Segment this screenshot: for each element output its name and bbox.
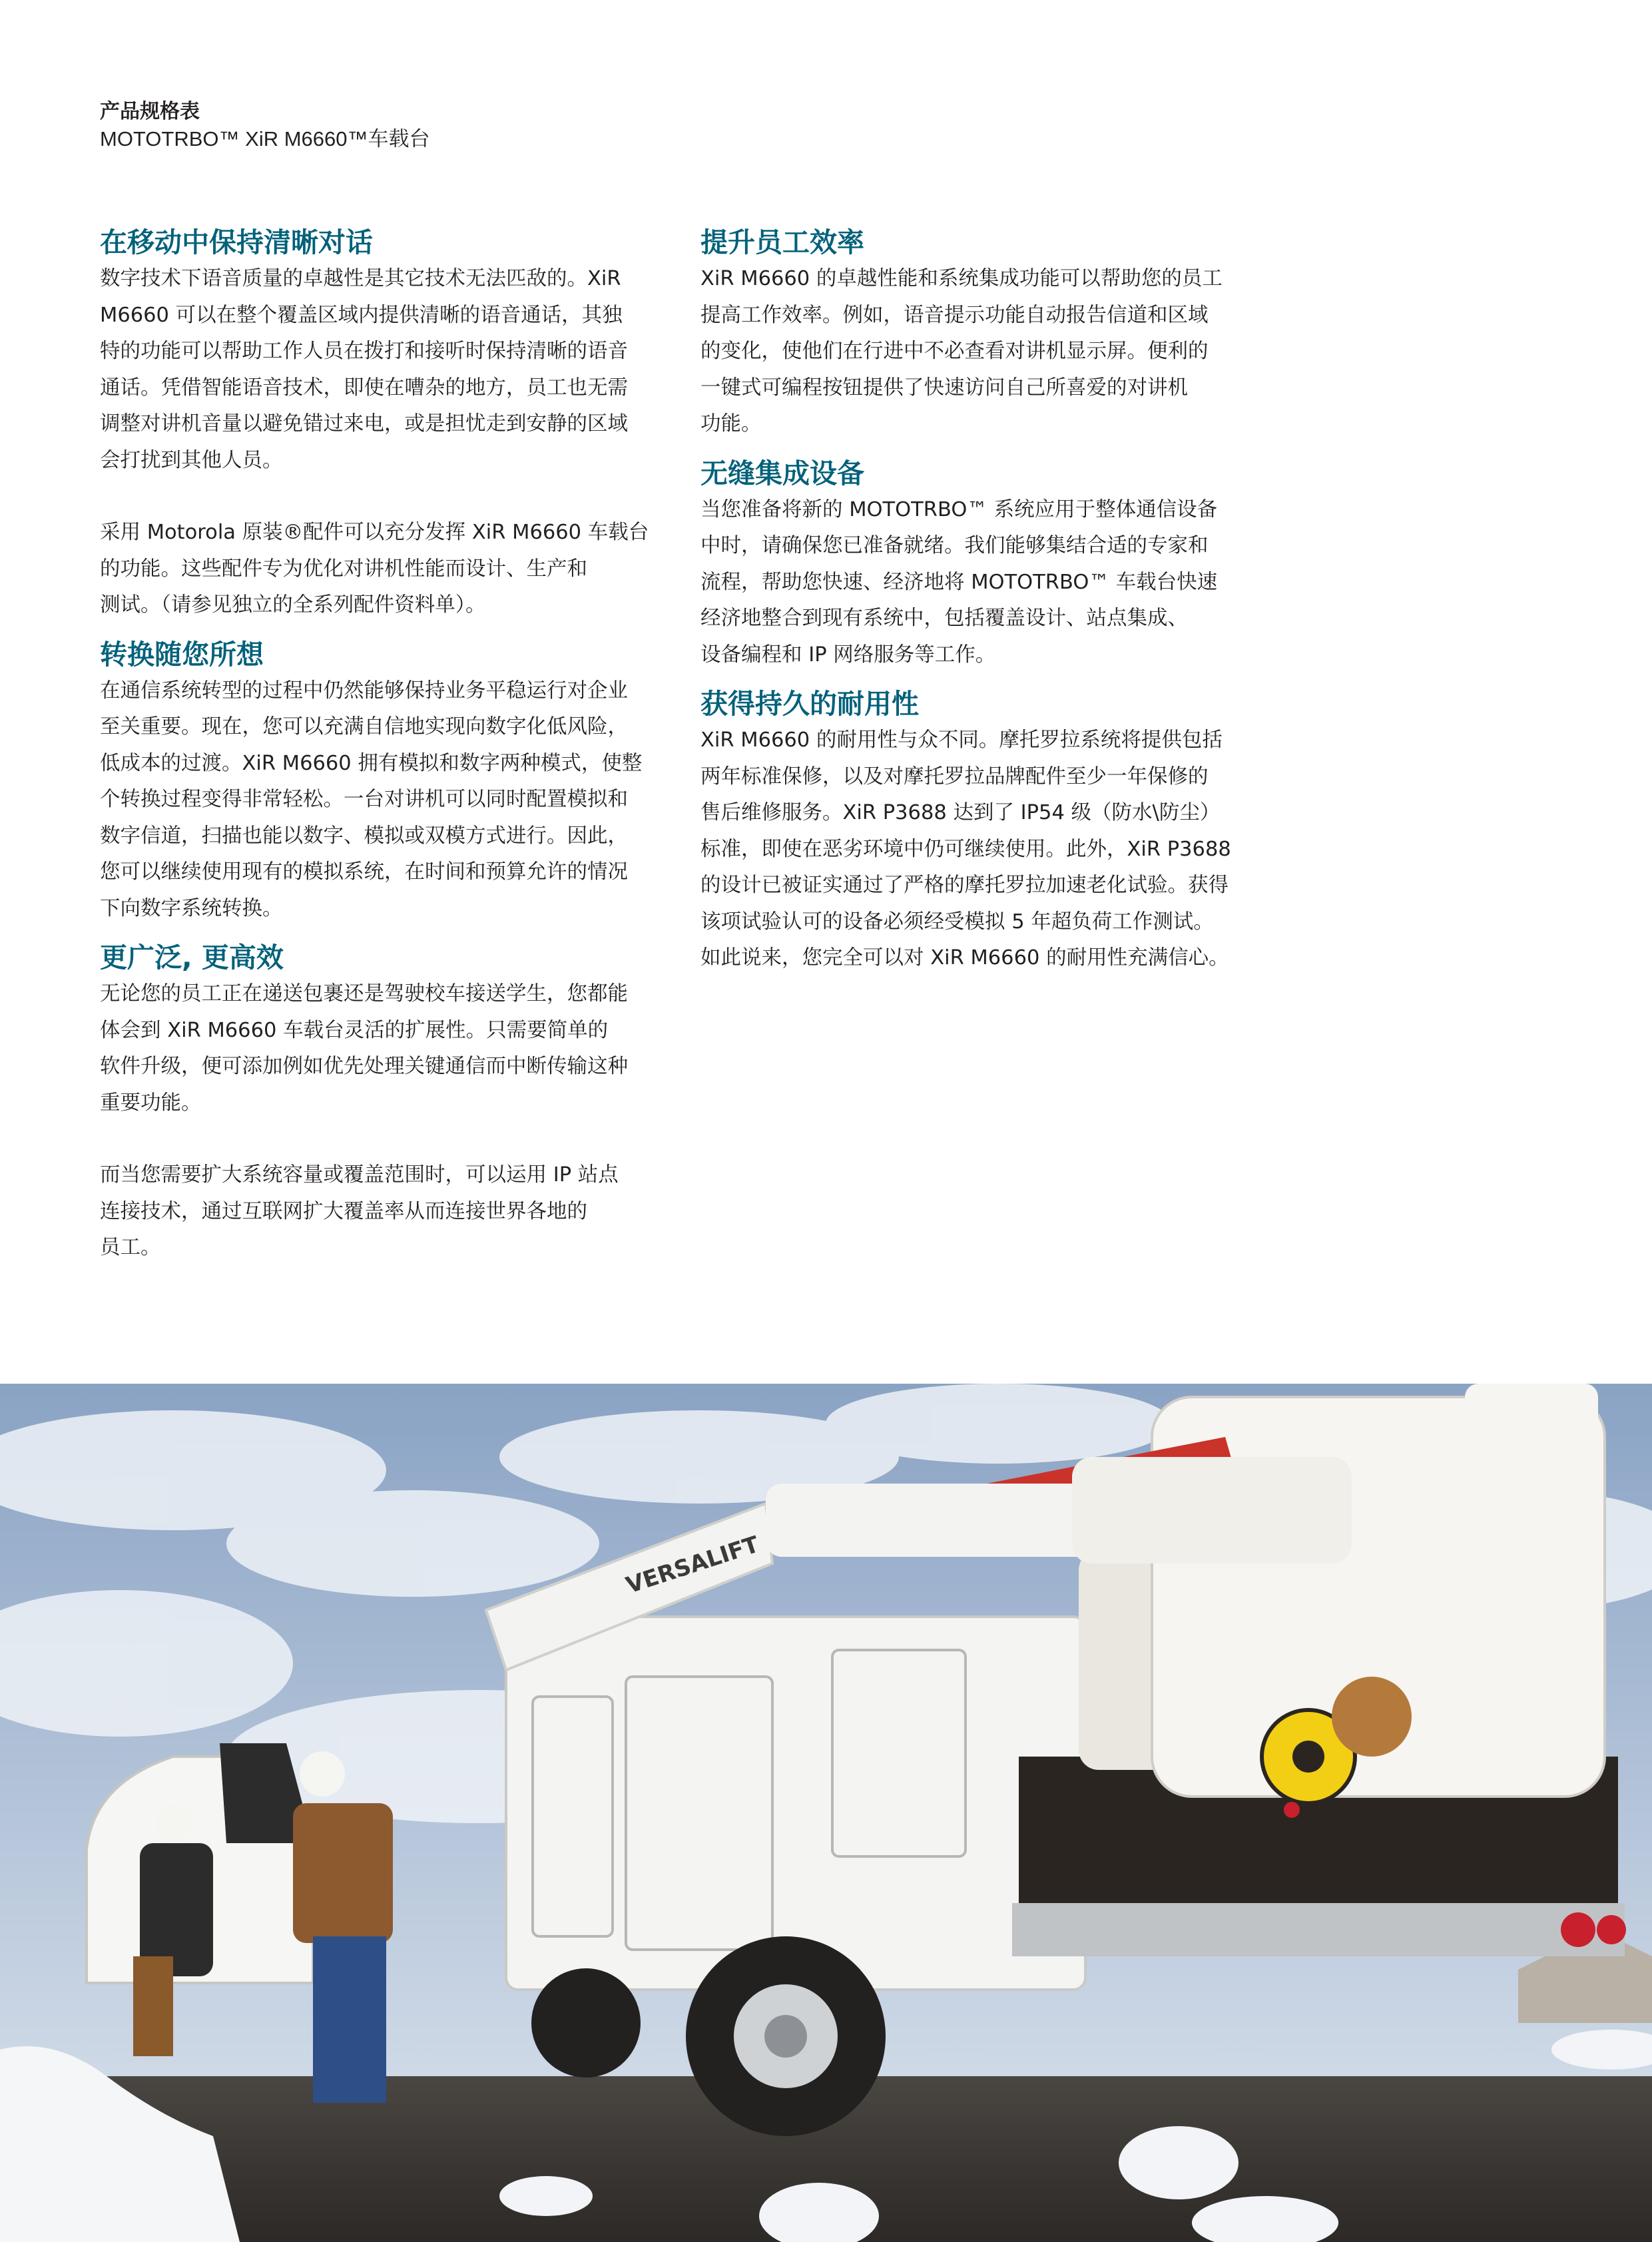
truck-logo: VERSALIFT	[623, 1531, 762, 1599]
text-line: 功能。	[700, 412, 762, 435]
section-title-integration: 无缝集成设备	[700, 457, 864, 489]
text-line: 下向数字系统转换。	[100, 896, 283, 920]
paragraph-ip-site-connect	[100, 1157, 659, 1266]
section-title-migration: 转换随您所想	[100, 638, 264, 671]
text-line: XiR M6660 的卓越性能和系统集成功能可以帮助您的员工	[700, 267, 1223, 290]
bucket-truck-photo	[0, 1384, 1652, 2242]
text-line: 测试。（请参见独立的全系列配件资料单）。	[100, 593, 486, 617]
text-line: 低成本的过渡。XiR M6660 拥有模拟和数字两种模式，使整	[100, 751, 643, 775]
text-line: 标准，即使在恶劣环境中仍可继续使用。此外，XiR P3688	[700, 837, 1231, 861]
text-line: 员工。	[100, 1236, 161, 1259]
text-line: 调整对讲机音量以避免错过来电，或是担忧走到安静的区域	[100, 412, 628, 435]
paragraph-migration	[100, 673, 659, 928]
text-line: 采用 Motorola 原装®配件可以充分发挥 XiR M6660 车载台	[100, 521, 649, 544]
text-line: 当您准备将新的 MOTOTRBO™ 系统应用于整体通信设备	[700, 497, 1218, 521]
text-line: 重要功能。	[100, 1091, 202, 1115]
paragraph-efficiency	[700, 261, 1266, 443]
text-line: 通话。凭借智能语音技术，即使在嘈杂的地方，员工也无需	[100, 376, 628, 400]
text-line: 特的功能可以帮助工作人员在拨打和接听时保持清晰的语音	[100, 340, 628, 363]
paragraph-scalability	[100, 976, 659, 1121]
left-column	[100, 224, 659, 1266]
text-line: 售后维修服务。XiR P3688 达到了 IP54 级（防水\防尘）	[700, 801, 1221, 824]
text-line: 软件升级，便可添加例如优先处理关键通信而中断传输这种	[100, 1055, 628, 1078]
paragraph-durability	[700, 722, 1266, 977]
product-name: MOTOTRBO™ XiR M6660™车载台	[100, 127, 430, 150]
text-line: 数字技术下语音质量的卓越性是其它技术无法匹敌的。XiR	[100, 267, 621, 290]
text-line: 提高工作效率。例如，语音提示功能自动报告信道和区域	[700, 303, 1209, 327]
text-line: 一键式可编程按钮提供了快速访问自己所喜爱的对讲机	[700, 376, 1188, 400]
text-line: XiR M6660 的耐用性与众不同。摩托罗拉系统将提供包括	[700, 728, 1223, 752]
text-line: 数字信道，扫描也能以数字、模拟或双模方式进行。因此，	[100, 824, 628, 848]
text-line: 经济地整合到现有系统中，包括覆盖设计、站点集成、	[700, 607, 1188, 630]
text-line: 在通信系统转型的过程中仍然能够保持业务平稳运行对企业	[100, 679, 628, 702]
text-line: 无论您的员工正在递送包裹还是驾驶校车接送学生，您都能	[100, 982, 628, 1005]
paragraph-integration	[700, 492, 1266, 674]
text-line: 连接技术，通过互联网扩大覆盖率从而连接世界各地的	[100, 1199, 587, 1223]
paragraph-accessories	[100, 515, 659, 624]
section-title-broader: 更广泛, 更高效	[100, 942, 284, 974]
text-line: 至关重要。现在，您可以充满自信地实现向数字化低风险，	[100, 715, 628, 738]
text-line: 两年标准保修，以及对摩托罗拉品牌配件至少一年保修的	[700, 764, 1209, 788]
page-header	[100, 99, 430, 153]
text-line: M6660 可以在整个覆盖区域内提供清晰的语音通话，其独	[100, 303, 623, 327]
text-line: 流程，帮助您快速、经济地将 MOTOTRBO™ 车载台快速	[700, 570, 1218, 594]
text-line: 您可以继续使用现有的模拟系统，在时间和预算允许的情况	[100, 860, 628, 884]
text-line: 设备编程和 IP 网络服务等工作。	[700, 643, 996, 667]
text-line: 而当您需要扩大系统容量或覆盖范围时，可以运用 IP 站点	[100, 1163, 619, 1187]
text-line: 中时，请确保您已准备就绪。我们能够集结合适的专家和	[700, 534, 1209, 557]
photo-illustration	[0, 1384, 1652, 2242]
section-title-efficiency: 提升员工效率	[700, 226, 864, 258]
text-line: 的变化，使他们在行进中不必查看对讲机显示屏。便利的	[700, 340, 1209, 363]
text-line: 个转换过程变得非常轻松。一台对讲机可以同时配置模拟和	[100, 788, 628, 811]
section-title-clear-conversation: 在移动中保持清晰对话	[100, 226, 373, 258]
right-column	[700, 224, 1266, 977]
paragraph-voice-quality	[100, 261, 659, 479]
section-title-durability: 获得持久的耐用性	[700, 688, 919, 720]
document-type: 产品规格表	[100, 100, 200, 123]
text-line: 的设计已被证实通过了严格的摩托罗拉加速老化试验。获得	[700, 874, 1229, 897]
text-line: 该项试验认可的设备必须经受模拟 5 年超负荷工作测试。	[700, 910, 1214, 934]
text-line: 会打扰到其他人员。	[100, 448, 283, 472]
text-line: 如此说来，您完全可以对 XiR M6660 的耐用性充满信心。	[700, 946, 1229, 970]
text-line: 的功能。这些配件专为优化对讲机性能而设计、生产和	[100, 557, 587, 581]
text-line: 体会到 XiR M6660 车载台灵活的扩展性。只需要简单的	[100, 1018, 609, 1042]
